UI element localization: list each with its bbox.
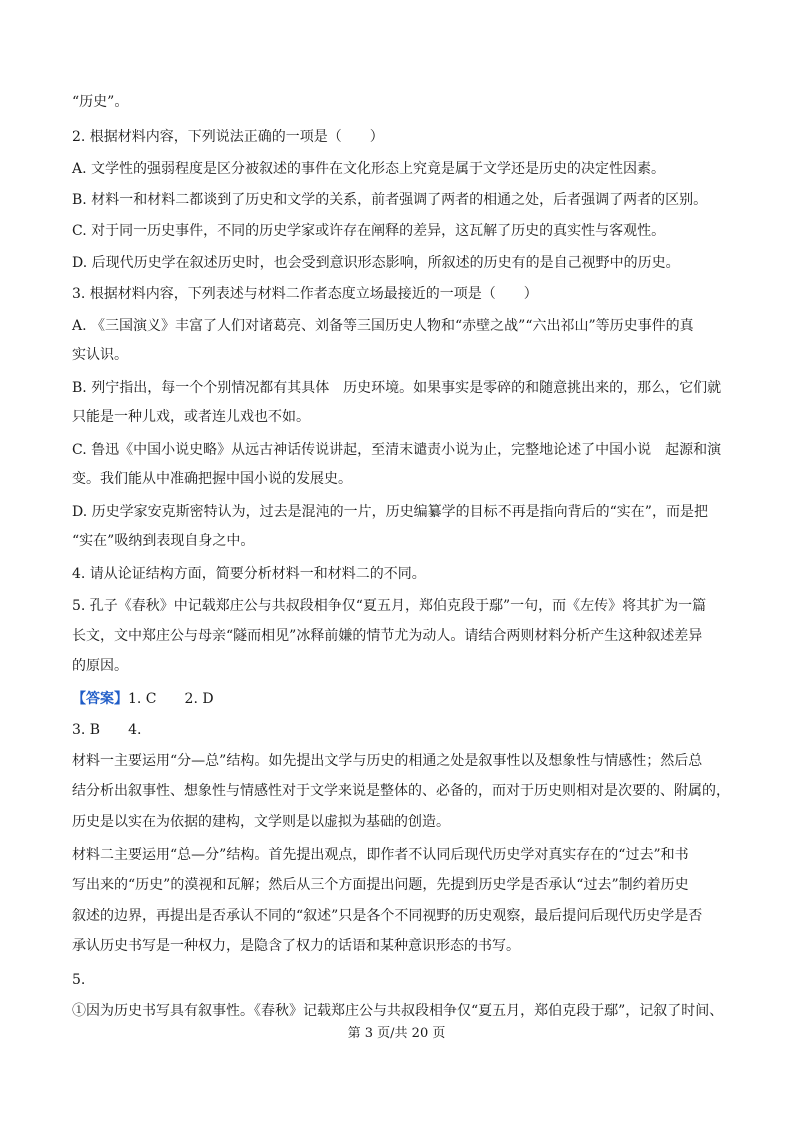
question-3: 3. 根据材料内容，下列表述与材料二作者态度立场最接近的一项是（ ） <box>72 286 538 302</box>
option-3c-cont: 变。我们能从中准确把握中国小说的发展史。 <box>72 471 352 487</box>
answer-line <box>72 689 214 709</box>
answer-q1: 1. C <box>128 691 157 707</box>
answer-text: 材料二主要运用“总—分”结构。首先提出观点，即作者不认同后现代历史学对真实存在的“过去”和书 <box>72 847 689 863</box>
answer-q2: 2. D <box>184 691 214 707</box>
option-2b: B. 材料一和材料二都谈到了历史和文学的关系，前者强调了两者的相通之处，后者强调了两者的区别。 <box>72 192 708 208</box>
option-3c: C. 鲁迅《中国小说史略》从远古神话传说讲起，至清末谴责小说为止，完整地论述了中国小说 起源和演 <box>72 442 722 458</box>
answer-text: 历史是以实在为依据的建构，文学则是以虚拟为基础的创造。 <box>72 814 450 830</box>
question-5: 5. 孔子《春秋》中记载郑庄公与共叔段相争仅“夏五月，郑伯克段于鄢”一句，而《左传》将其扩为一篇 <box>72 598 707 614</box>
answer-text: 结分析出叙事性、想象性与情感性对于文学来说是整体的、必备的，而对于历史则相对是次要的、附属的， <box>72 783 730 799</box>
answer-text: 叙述的边界，再提出是否承认不同的“叙述”只是各个不同视野的历史观察，最后提问后现代历史学是否 <box>72 908 703 924</box>
option-3b-cont: 只能是一种儿戏，或者连儿戏也不如。 <box>72 409 310 425</box>
answer-text: ①因为历史书写具有叙事性。《春秋》记载郑庄公与共叔段相争仅“夏五月，郑伯克段于鄢”，记叙了时间、 <box>72 1003 724 1019</box>
option-3a-cont: 实认识。 <box>72 347 128 363</box>
answer-q4: 4. <box>128 722 142 738</box>
option-2d: D. 后现代历史学在叙述历史时，也会受到意识形态影响，所叙述的历史有的是自己视野中的历史。 <box>72 255 680 271</box>
option-3d: D. 历史学家安克斯密特认为，过去是混沌的一片，历史编纂学的目标不再是指向背后的“实在”，而是把 <box>72 504 708 520</box>
option-3b: B. 列宁指出，每一个个别情况都有其具体 历史环境。如果事实是零碎的和随意挑出来的，那么，它们就 <box>72 380 722 396</box>
answer-text: 材料一主要运用“分—总”结构。如先提出文学与历史的相通之处是叙事性以及想象性与情感性；然后总 <box>72 753 703 769</box>
answer-text: 写出来的“历史”的漠视和瓦解；然后从三个方面提出问题，先提到历史学是否承认“过去”制约着历史 <box>72 877 689 893</box>
option-3d-cont: “实在”吸纳到表现自身之中。 <box>72 533 255 549</box>
option-2a: A. 文学性的强弱程度是区分被叙述的事件在文化形态上究竟是属于文学还是历史的决定性因素。 <box>72 161 666 177</box>
answer-5-label: 5. <box>72 972 86 988</box>
page-footer: 第 3 页/共 20 页 <box>347 1026 446 1041</box>
question-4: 4. 请从论证结构方面，简要分析材料一和材料二的不同。 <box>72 566 426 582</box>
text-line: “历史”。 <box>72 94 129 110</box>
question-5-cont: 长文，文中郑庄公与母亲“隧而相见”冰释前嫌的情节尤为动人。请结合两则材料分析产生这种叙述差异 <box>72 628 703 644</box>
question-2: 2. 根据材料内容，下列说法正确的一项是（ ） <box>72 129 384 145</box>
answer-text: 承认历史书写是一种权力，是隐含了权力的话语和某种意识形态的书写。 <box>72 938 520 954</box>
answer-line-2 <box>72 720 141 740</box>
answer-q3: 3. B <box>72 722 101 738</box>
question-5-cont: 的原因。 <box>72 658 128 674</box>
answer-label: 【答案】 <box>72 691 128 707</box>
option-2c: C. 对于同一历史事件，不同的历史学家或许存在阐释的差异，这瓦解了历史的真实性与客观性。 <box>72 223 666 239</box>
option-3a: A. 《三国演义》丰富了人们对诸葛亮、刘备等三国历史人物和“赤壁之战”“六出祁山”等历史事件的真 <box>72 318 694 334</box>
